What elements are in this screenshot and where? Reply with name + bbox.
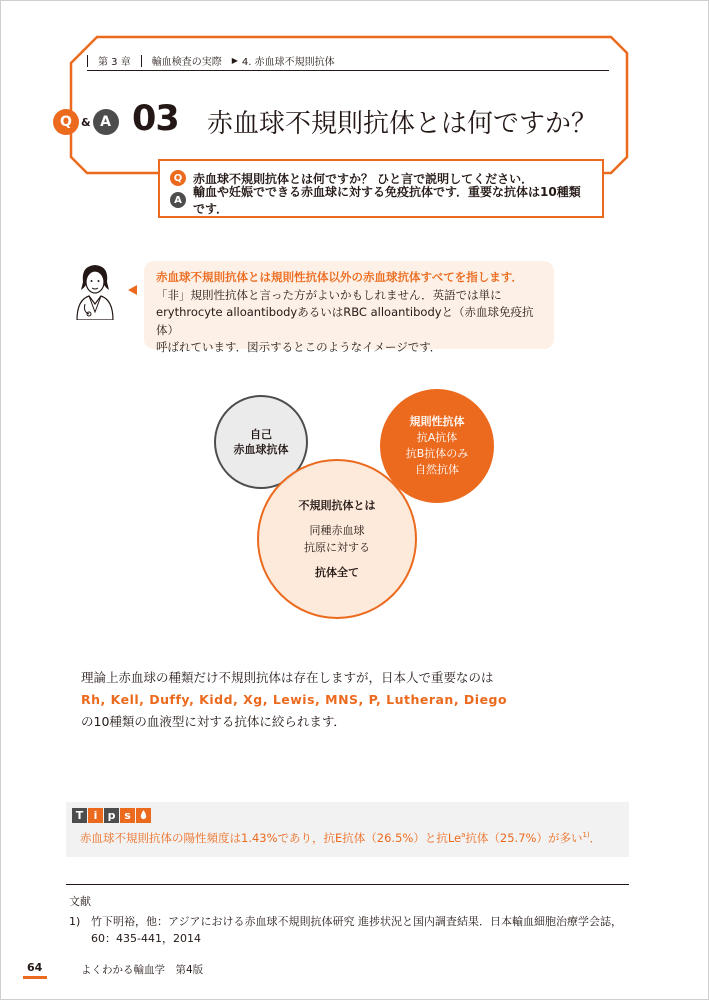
speech-bubble <box>144 261 554 354</box>
bubble-line: 呼ばれています．図示するとこのようなイメージです． <box>156 340 442 354</box>
tips-letter: s <box>120 808 135 823</box>
tips-letter: T <box>72 808 87 823</box>
body-line: の10種類の血液型に対する抗体に絞られます． <box>81 714 346 729</box>
tips-box <box>66 802 629 857</box>
a-mini-icon: A <box>170 192 186 208</box>
tips-text <box>80 830 601 846</box>
reference-text: 竹下明裕，他：アジアにおける赤血球不規則抗体研究 進捗状況と国内調査結果．日本輸血細胞治療学会誌， <box>91 915 623 928</box>
question-number: 03 <box>132 99 179 139</box>
blood-group-list: Rh, Kell, Duffy, Kidd, Xg, Lewis, MNS, P, Lutheran, Diego <box>81 692 508 707</box>
page-number-underline <box>23 976 47 979</box>
breadcrumb-underline <box>87 70 609 71</box>
page-number: 64 <box>27 961 43 974</box>
tips-text-end: ． <box>589 831 602 845</box>
venn-irregular-antibody-circle <box>257 459 417 619</box>
speech-pointer-icon <box>128 285 137 295</box>
reference-text-cont: 60：435-441，2014 <box>91 932 201 945</box>
venn-irregular-title: 不規則抗体とは <box>298 499 376 512</box>
a-icon: A <box>93 109 119 135</box>
venn-regular-title: 規則性抗体 <box>409 415 465 428</box>
breadcrumb-subsection: 4. 赤血球不規則抗体 <box>241 57 335 68</box>
venn-regular-line1: 抗A抗体 <box>416 431 458 444</box>
tips-text-cont: 抗体（25.7%）が多い <box>465 831 583 845</box>
breadcrumb <box>87 53 335 68</box>
doctor-illustration-icon <box>65 260 125 320</box>
bubble-headline: 赤血球不規則抗体とは規則性抗体以外の赤血球抗体すべてを指します． <box>156 270 523 284</box>
references-title: 文献 <box>69 895 91 908</box>
bubble-line: 「非」規則性抗体と言った方がよいかもしれません．英語では単に <box>156 287 502 302</box>
q-mini-icon: Q <box>170 170 186 186</box>
page-title: 赤血球不規則抗体とは何ですか？ <box>207 109 598 139</box>
bubble-line: erythrocyte alloantibodyあるいはRBC alloantibodyと（赤血球免疫抗体） <box>156 305 534 337</box>
flame-icon <box>136 808 151 823</box>
q-icon: Q <box>53 109 79 135</box>
reference-number: 1) <box>69 915 81 928</box>
tips-letter: i <box>88 808 103 823</box>
venn-irregular-line1: 同種赤血球 <box>309 524 365 537</box>
reference-item <box>69 913 629 947</box>
breadcrumb-section: 輸血検査の実際 <box>151 57 222 68</box>
breadcrumb-arrow-icon: ▶ <box>231 56 238 65</box>
qa-question-text: 赤血球不規則抗体とは何ですか？ ひと言で説明してください． <box>193 171 534 186</box>
qa-badge <box>53 109 119 135</box>
tips-letter: p <box>104 808 119 823</box>
venn-regular-line3: 自然抗体 <box>415 463 459 476</box>
ampersand: & <box>81 115 91 129</box>
book-title: よくわかる輸血学 第4版 <box>81 964 204 976</box>
venn-self-line2: 赤血球抗体 <box>233 443 289 456</box>
breadcrumb-divider <box>87 55 88 67</box>
references-divider <box>66 884 629 885</box>
tips-label <box>72 808 151 823</box>
venn-irregular-line3: 抗体全て <box>315 566 359 579</box>
venn-regular-line2: 抗B抗体のみ <box>405 447 469 460</box>
reference-mark: 1) <box>582 831 590 840</box>
tips-text-main: 赤血球不規則抗体の陽性頻度は1.43%であり，抗E抗体（26.5%）と抗Le <box>80 831 462 845</box>
superscript-a: a <box>461 831 466 840</box>
breadcrumb-chapter: 第 3 章 <box>98 57 131 68</box>
breadcrumb-divider <box>141 55 142 67</box>
body-paragraph <box>81 667 507 733</box>
qa-answer-text: 輸血や妊娠でできる赤血球に対する免疫抗体です．重要な抗体は10種類です． <box>193 185 581 216</box>
qa-summary-box <box>158 159 604 218</box>
venn-self-line1: 自己 <box>250 428 272 441</box>
venn-irregular-line2: 抗原に対する <box>304 541 370 554</box>
qa-answer-line <box>170 185 592 216</box>
body-line: 理論上赤血球の種類だけ不規則抗体は存在しますが，日本人で重要なのは <box>81 670 494 685</box>
